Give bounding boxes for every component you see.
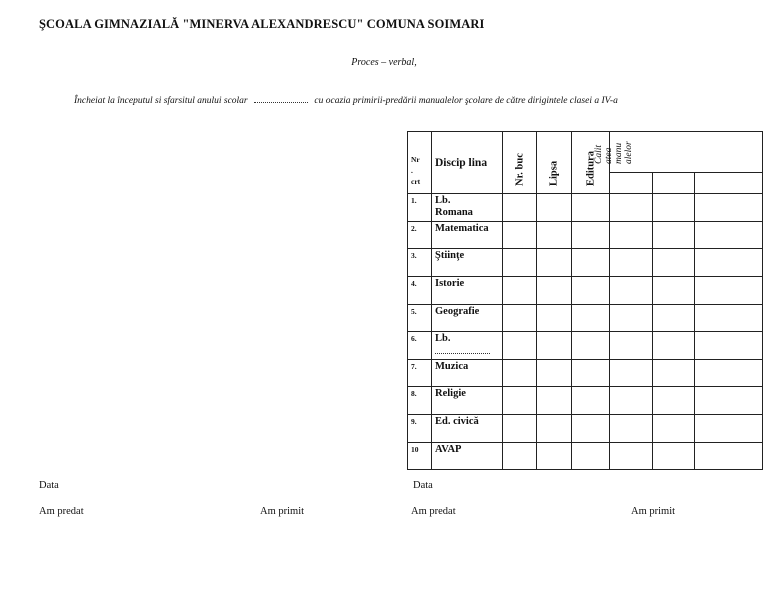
cell[interactable] <box>503 222 537 249</box>
row-number: 10 <box>408 443 432 470</box>
cell[interactable] <box>610 249 653 277</box>
year-blank <box>254 94 308 103</box>
cell[interactable] <box>503 387 537 415</box>
cell[interactable] <box>572 360 610 387</box>
cell[interactable] <box>695 249 763 277</box>
row-subject: Ştiinţe <box>432 249 503 277</box>
left-date-label: Data <box>39 480 59 491</box>
table-row <box>408 415 763 443</box>
textbook-table <box>407 131 763 470</box>
cell[interactable] <box>695 305 763 332</box>
cell[interactable] <box>503 249 537 277</box>
header-disciplina: Discip lina <box>432 132 503 194</box>
cell[interactable] <box>537 277 572 305</box>
cell[interactable] <box>537 443 572 470</box>
document-subtitle: Proces – verbal, <box>351 57 417 68</box>
header-calitatea: Calit atea manu alelor <box>610 132 763 173</box>
row-subject: Geografie <box>432 305 503 332</box>
table-row <box>408 305 763 332</box>
cell[interactable] <box>610 332 653 360</box>
cell[interactable] <box>572 277 610 305</box>
row-number: 1. <box>408 194 432 222</box>
header-sub-cell <box>610 173 653 194</box>
cell[interactable] <box>610 360 653 387</box>
cell[interactable] <box>572 222 610 249</box>
cell[interactable] <box>610 305 653 332</box>
cell[interactable] <box>695 222 763 249</box>
row-number: 7. <box>408 360 432 387</box>
cell[interactable] <box>653 194 695 222</box>
cell[interactable] <box>503 360 537 387</box>
row-subject: Matematica <box>432 222 503 249</box>
cell[interactable] <box>610 415 653 443</box>
table-row <box>408 443 763 470</box>
cell[interactable] <box>537 415 572 443</box>
table-row <box>408 387 763 415</box>
cell[interactable] <box>610 277 653 305</box>
table-row <box>408 194 763 222</box>
right-am-predat-label: Am predat <box>411 506 456 517</box>
row-number: 8. <box>408 387 432 415</box>
header-lipsa: Lipsa <box>537 132 572 194</box>
school-title: ŞCOALA GIMNAZIALĂ "MINERVA ALEXANDRESCU" COMUNA SOIMARI <box>39 17 485 31</box>
cell[interactable] <box>695 387 763 415</box>
row-subject: AVAP <box>432 443 503 470</box>
right-am-primit-label: Am primit <box>631 506 676 517</box>
subject-blank <box>435 345 490 354</box>
header-sub-cell <box>653 173 695 194</box>
row-number: 2. <box>408 222 432 249</box>
right-date-label: Data <box>413 480 433 491</box>
row-subject: Religie <box>432 387 503 415</box>
row-subject: Lb. Romana <box>432 194 503 222</box>
cell[interactable] <box>503 277 537 305</box>
cell[interactable] <box>572 415 610 443</box>
cell[interactable] <box>537 360 572 387</box>
cell[interactable] <box>537 222 572 249</box>
cell[interactable] <box>503 415 537 443</box>
cell[interactable] <box>610 443 653 470</box>
cell[interactable] <box>572 332 610 360</box>
row-number: 9. <box>408 415 432 443</box>
cell[interactable] <box>653 415 695 443</box>
cell[interactable] <box>695 332 763 360</box>
cell[interactable] <box>537 194 572 222</box>
table-row <box>408 249 763 277</box>
cell[interactable] <box>610 194 653 222</box>
cell[interactable] <box>695 415 763 443</box>
row-number: 4. <box>408 277 432 305</box>
table-row <box>408 360 763 387</box>
row-number: 5. <box>408 305 432 332</box>
row-number: 3. <box>408 249 432 277</box>
cell[interactable] <box>695 443 763 470</box>
cell[interactable] <box>503 194 537 222</box>
cell[interactable] <box>537 249 572 277</box>
header-nr-buc: Nr. buc <box>503 132 537 194</box>
header-editura: Editura <box>572 132 610 194</box>
cell[interactable] <box>653 277 695 305</box>
cell[interactable] <box>503 443 537 470</box>
cell[interactable] <box>537 305 572 332</box>
intro-text-start: Încheiat la începutul si sfarsitul anului scolar <box>74 96 248 106</box>
left-am-predat-label: Am predat <box>39 506 84 517</box>
header-sub-cell <box>695 173 763 194</box>
table-row <box>408 222 763 249</box>
cell[interactable] <box>695 194 763 222</box>
cell[interactable] <box>572 249 610 277</box>
cell[interactable] <box>537 332 572 360</box>
table-row <box>408 332 763 360</box>
cell[interactable] <box>653 249 695 277</box>
cell[interactable] <box>653 443 695 470</box>
row-number: 6. <box>408 332 432 360</box>
left-am-primit-label: Am primit <box>260 506 305 517</box>
cell[interactable] <box>503 305 537 332</box>
cell[interactable] <box>653 332 695 360</box>
cell[interactable] <box>572 387 610 415</box>
cell[interactable] <box>695 360 763 387</box>
row-subject: Istorie <box>432 277 503 305</box>
row-subject: Muzica <box>432 360 503 387</box>
cell[interactable] <box>653 360 695 387</box>
header-nr-crt: Nr . crt <box>408 132 432 194</box>
cell[interactable] <box>610 222 653 249</box>
cell[interactable] <box>537 387 572 415</box>
cell[interactable] <box>653 387 695 415</box>
row-subject: Lb. <box>432 332 503 360</box>
cell[interactable] <box>695 277 763 305</box>
header-row-top <box>408 132 763 173</box>
intro-text-end: cu ocazia primirii-predării manualelor şcolare de către dirigintele clasei a IV-a <box>314 96 618 106</box>
cell[interactable] <box>572 443 610 470</box>
intro-line <box>74 94 618 106</box>
cell[interactable] <box>610 387 653 415</box>
cell[interactable] <box>572 305 610 332</box>
row-subject: Ed. civică <box>432 415 503 443</box>
cell[interactable] <box>653 305 695 332</box>
cell[interactable] <box>572 194 610 222</box>
cell[interactable] <box>503 332 537 360</box>
table-row <box>408 277 763 305</box>
cell[interactable] <box>653 222 695 249</box>
